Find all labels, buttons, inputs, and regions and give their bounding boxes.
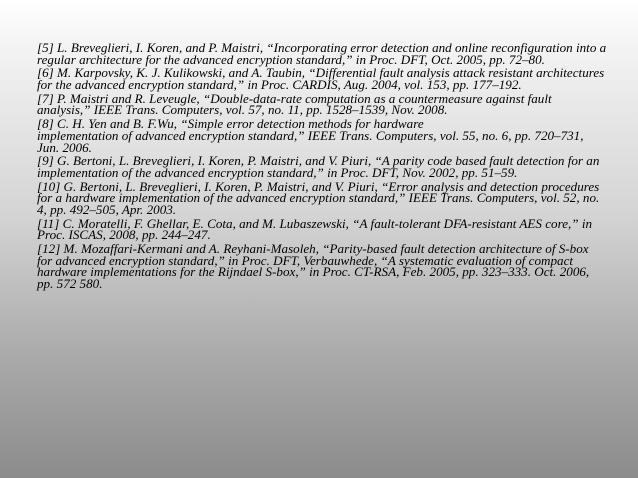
- reference-6: [6] M. Karpovsky, K. J. Kulikowski, and A. Taubin, “Differential fault analysis attack resistant architectures for the advanced encryption standard,” in Proc. CARDIS, Aug. 2004, vol. 153, pp. 177–192.: [37, 65, 605, 92]
- reference-list: [37, 42, 607, 292]
- reference-10: [10] G. Bertoni, L. Breveglieri, I. Koren, P. Maistri, and V. Piuri, “Error analysis and detection procedures for a hardware implementation of the advanced encryption standard,” IEEE Trans. Computers, vol. 52, no. 4, pp. 492–505, Apr. 2003.: [37, 178, 600, 218]
- reference-8-line-1: [8] C. H. Yen and B. F.Wu, “Simple error detection methods for hardware: [37, 116, 424, 132]
- reference-7: [7] P. Maistri and R. Leveugle, “Double-data-rate computation as a countermeasure against fault analysis,” IEEE Trans. Computers, vol. 57, no. 11, pp. 1528–1539, Nov. 2008.: [37, 90, 552, 118]
- reference-9: [9] G. Bertoni, L. Breveglieri, I. Koren, P. Maistri, and V. Piuri, “A parity code based fault detection for an implementation of the advanced encryption standard,” in Proc. DFT, Nov. 2002, pp. 51–59.: [37, 153, 600, 181]
- reference-11: [11] C. Moratelli, F. Ghellar, E. Cota, and M. Lubaszewski, “A fault-tolerant DFA-resistant AES core,” in Proc. ISCAS, 2008, pp. 244–247.: [37, 215, 593, 243]
- reference-5: [5] L. Breveglieri, I. Koren, and P. Maistri, “Incorporating error detection and online reconfiguration into a regular architecture for the advanced encryption standard,” in Proc. DFT, Oct. 2005, pp. 72–80.: [37, 40, 607, 67]
- reference-12: [12] M. Mozaffari-Kermani and A. Reyhani-Masoleh, “Parity-based fault detection architecture of S-box for advanced encryption standard,” in Proc. DFT, Verbauwhede, “A systematic evaluation of compact hardware implementations for the Rijndael S-box,” in Proc. CT-RSA, Feb. 2005, pp. 323–333. Oct. 2006, pp. 572 580.: [37, 241, 590, 291]
- reference-8-line-2: implementation of advanced encryption standard,” IEEE Trans. Computers, vol. 55, no. 6, pp. 720–731, Jun. 2006.: [37, 128, 584, 155]
